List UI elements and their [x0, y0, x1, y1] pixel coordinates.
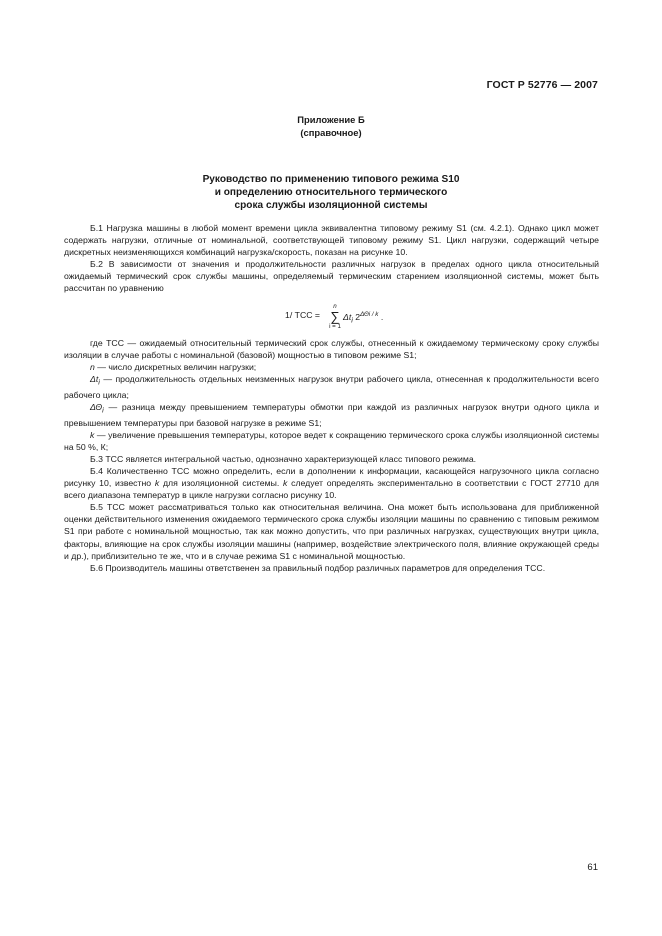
definition-dtheta: [64, 401, 599, 429]
page-number: 61: [587, 862, 598, 873]
section-title: [0, 173, 662, 213]
paragraph-where: где ТСС — ожидаемый относительный термический срок службы, отнесенный к ожидаемому термическому сроку службы изоляции в случае работы с номинальной (базовой) мощностью в типовом режиме S1;: [64, 337, 599, 360]
definition-dt: [64, 373, 599, 401]
paragraph-b5: Б.5 ТСС может рассматриваться только как относительная величина. Она может быть использована для приближенной оценки действительного изменения ожидаемого термического срока службы изоляции машины по сравнению с типовым режимом S1 при работе с номинальной мощностью, так как можно допустить, что при различных нагрузках, существующих внутри цикла, факторы, влияющие на срок службы изоляции машины (например, воздействие электрического поля, влияние окружающей среды и др.), приблизительно те же, что и в случае режима S1 с номинальной мощностью.: [64, 502, 599, 561]
annex-heading: [0, 114, 662, 139]
symbol-dt: Δt: [90, 373, 99, 384]
sum-lower-limit: i = 1: [329, 322, 341, 330]
title-line-2: и определению относительного термического: [214, 187, 448, 199]
sum-operator: [328, 303, 342, 330]
formula-end: .: [378, 311, 384, 322]
standard-header: ГОСТ Р 52776 — 2007: [486, 79, 598, 91]
formula-base: 2: [352, 311, 361, 322]
formula-term-sub: i: [351, 315, 353, 325]
definition-k: [64, 429, 599, 453]
paragraph-b6: Б.6 Производитель машины ответственен за правильный подбор различных параметров для определения ТСС.: [90, 562, 546, 573]
paragraph-b3: Б.3 ТСС является интегральной частью, однозначно характеризующей класс типового режима.: [90, 453, 477, 464]
formula-exponent: ΔΘi / k: [360, 310, 379, 318]
paragraph-b1: Б.1 Нагрузка машины в любой момент времени цикла эквивалентна типовому режиму S1 (см. 4.2.1). Однако цикл может содержать нагрузки, отличные от номинальной, соответствующей типовому режиму S1. Цикл нагрузки, содержащий четыре дискретных неизменяющихся комбинаций нагрузка/скорость, показан на рисунке 10.: [64, 223, 599, 258]
definition-dtheta-text: — разница между превышением температуры обмотки при каждой из различных нагрузок внутри одного цикла и превышением температуры при базовой нагрузке в режиме S1;: [64, 401, 599, 428]
b4-symbol-k-1: k: [154, 478, 160, 489]
b4-text-2: для изоляционной системы.: [159, 478, 284, 489]
symbol-k: k: [90, 429, 95, 440]
formula-lhs: 1/ ТСС =: [285, 309, 321, 320]
document-body: [64, 222, 599, 574]
symbol-dt-sub: i: [98, 377, 100, 387]
definition-k-text: — увеличение превышения температуры, которое ведет к сокращению термического срока службы изоляционной системы на 50 %, К;: [64, 429, 599, 452]
tcc-formula: [64, 297, 599, 337]
b4-symbol-k-2: k: [283, 478, 288, 489]
paragraph-b2: Б.2 В зависимости от значения и продолжительности различных нагрузок в пределах одного цикла относительный ожидаемый термический срок службы машины, определяемый термическим старением изоляционной системы, может быть рассчитан по уравнению: [64, 259, 599, 294]
paragraph-b4: [64, 465, 599, 501]
symbol-dtheta-sub: i: [102, 405, 104, 415]
title-line-1: Руководство по применению типового режима S10: [202, 174, 460, 185]
sum-symbol: ∑: [330, 308, 340, 324]
annex-type: (справочное): [300, 126, 362, 138]
formula-term: Δt: [343, 311, 352, 322]
title-line-3: срока службы изоляционной системы: [234, 200, 428, 212]
definition-dt-text: — продолжительность отдельных неизменных нагрузок внутри рабочего цикла, отнесенная к продолжительности всего рабочего цикла;: [64, 373, 599, 400]
definition-n: [64, 361, 599, 373]
symbol-n: n: [90, 361, 95, 372]
formula-rhs: [343, 309, 383, 327]
b4-text-3: следует определять экспериментально в соответствии с ГОСТ 27710 для всего диапазона температур в цикле нагрузки согласно рисунку 10.: [64, 478, 600, 501]
b4-text-1: Б.4 Количественно ТСС можно определить, если в дополнении к информации, касающейся нагрузочного цикла согласно рисунку 10, известно: [64, 465, 599, 489]
definition-n-text: — число дискретных величин нагрузки;: [94, 361, 257, 372]
symbol-dtheta: ΔΘ: [90, 401, 103, 412]
annex-title: Приложение Б: [297, 114, 365, 125]
sum-upper-limit: n: [333, 302, 337, 310]
